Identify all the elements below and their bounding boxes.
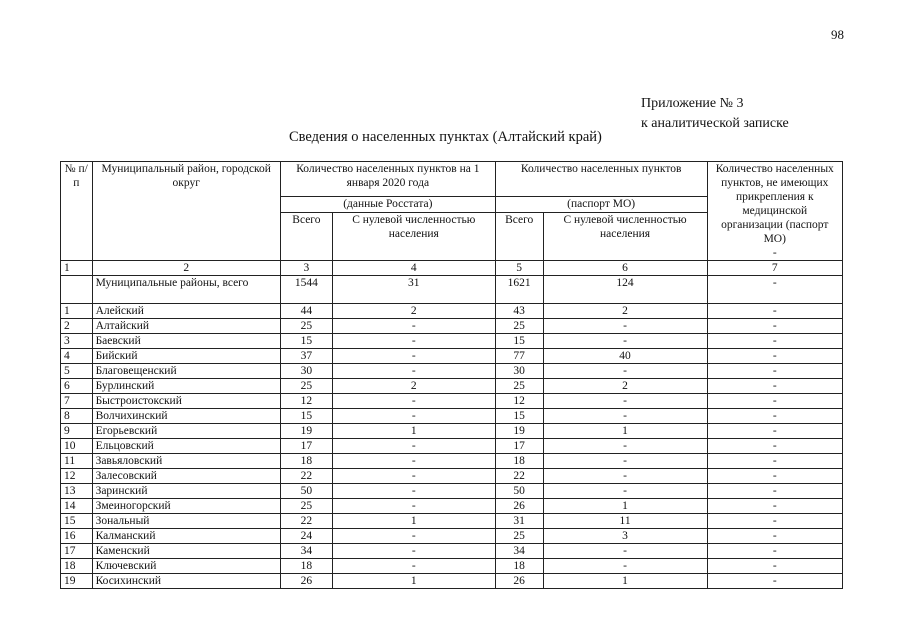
row-rosstat-total: 37 bbox=[280, 349, 332, 364]
row-district-name: Косихинский bbox=[92, 574, 280, 589]
row-num-cell: 18 bbox=[61, 559, 93, 574]
row-num-cell: 12 bbox=[61, 469, 93, 484]
table-row bbox=[61, 469, 843, 484]
table-row bbox=[61, 514, 843, 529]
row-no-attachment: - bbox=[707, 454, 842, 469]
row-passport-total: 34 bbox=[495, 544, 543, 559]
table-row bbox=[61, 394, 843, 409]
row-no-attachment: - bbox=[707, 334, 842, 349]
row-passport-total: 25 bbox=[495, 529, 543, 544]
row-rosstat-total: 30 bbox=[280, 364, 332, 379]
row-rosstat-total: 15 bbox=[280, 334, 332, 349]
row-rosstat-total: 12 bbox=[280, 394, 332, 409]
row-rosstat-total: 44 bbox=[280, 304, 332, 319]
row-passport-zero: - bbox=[543, 454, 707, 469]
row-num-cell: 3 bbox=[61, 334, 93, 349]
row-passport-total: 26 bbox=[495, 574, 543, 589]
row-rosstat-total: 19 bbox=[280, 424, 332, 439]
row-rosstat-zero: - bbox=[332, 499, 495, 514]
row-no-attachment: - bbox=[707, 439, 842, 454]
header-rosstat-total: Всего bbox=[280, 213, 332, 261]
row-passport-zero: - bbox=[543, 484, 707, 499]
row-num-cell: 8 bbox=[61, 409, 93, 424]
row-no-attachment: - bbox=[707, 469, 842, 484]
appendix-note bbox=[641, 94, 789, 134]
row-passport-zero: - bbox=[543, 409, 707, 424]
table-row bbox=[61, 409, 843, 424]
row-passport-total: 31 bbox=[495, 514, 543, 529]
row-rosstat-total: 25 bbox=[280, 499, 332, 514]
row-district-name: Баевский bbox=[92, 334, 280, 349]
table-row bbox=[61, 424, 843, 439]
table-row bbox=[61, 349, 843, 364]
row-passport-total: 18 bbox=[495, 454, 543, 469]
header-num: № п/п bbox=[61, 162, 93, 261]
row-rosstat-zero: 2 bbox=[332, 379, 495, 394]
table-row bbox=[61, 364, 843, 379]
table-row bbox=[61, 484, 843, 499]
row-num-cell: 10 bbox=[61, 439, 93, 454]
row-rosstat-zero: - bbox=[332, 484, 495, 499]
table-row bbox=[61, 334, 843, 349]
row-district-name: Егорьевский bbox=[92, 424, 280, 439]
row-num-cell: 19 bbox=[61, 574, 93, 589]
table-row bbox=[61, 574, 843, 589]
row-passport-total: 50 bbox=[495, 484, 543, 499]
row-passport-zero: - bbox=[543, 319, 707, 334]
row-passport-zero: 2 bbox=[543, 379, 707, 394]
row-rosstat-total: 22 bbox=[280, 469, 332, 484]
row-passport-total: 12 bbox=[495, 394, 543, 409]
row-rosstat-zero: - bbox=[332, 469, 495, 484]
row-passport-zero: 11 bbox=[543, 514, 707, 529]
row-no-attachment: - bbox=[707, 394, 842, 409]
row-passport-zero: 3 bbox=[543, 529, 707, 544]
row-no-attachment: - bbox=[707, 349, 842, 364]
appendix-line-2: к аналитической записке bbox=[641, 116, 789, 131]
row-passport-total: 15 bbox=[495, 409, 543, 424]
row-district-name: Зональный bbox=[92, 514, 280, 529]
row-no-attachment: - bbox=[707, 544, 842, 559]
row-rosstat-total: 17 bbox=[280, 439, 332, 454]
table-row bbox=[61, 454, 843, 469]
summary-row bbox=[61, 276, 843, 304]
row-num-cell: 6 bbox=[61, 379, 93, 394]
table-row bbox=[61, 559, 843, 574]
row-district-name: Каменский bbox=[92, 544, 280, 559]
row-rosstat-zero: 2 bbox=[332, 304, 495, 319]
row-passport-total: 26 bbox=[495, 499, 543, 514]
row-no-attachment: - bbox=[707, 379, 842, 394]
table-row bbox=[61, 439, 843, 454]
column-number: 2 bbox=[92, 261, 280, 276]
header-no-attachment-dash: - bbox=[772, 247, 777, 259]
row-rosstat-zero: - bbox=[332, 559, 495, 574]
row-passport-total: 25 bbox=[495, 319, 543, 334]
column-number: 5 bbox=[495, 261, 543, 276]
row-district-name: Волчихинский bbox=[92, 409, 280, 424]
table-body bbox=[61, 276, 843, 589]
table-row bbox=[61, 319, 843, 334]
row-no-attachment: - bbox=[707, 529, 842, 544]
row-district-name: Бийский bbox=[92, 349, 280, 364]
row-passport-zero: - bbox=[543, 544, 707, 559]
header-no-attachment-text: Количество населенных пунктов, не имеющих прикрепления к медицинской организации (паспорт МО) bbox=[715, 163, 834, 245]
row-passport-zero: 1 bbox=[543, 574, 707, 589]
summary-rosstat-total: 1544 bbox=[280, 276, 332, 304]
row-no-attachment: - bbox=[707, 409, 842, 424]
table-row bbox=[61, 499, 843, 514]
row-no-attachment: - bbox=[707, 364, 842, 379]
row-district-name: Ключевский bbox=[92, 559, 280, 574]
row-passport-zero: - bbox=[543, 469, 707, 484]
row-rosstat-zero: - bbox=[332, 454, 495, 469]
summary-label: Муниципальные районы, всего bbox=[92, 276, 280, 304]
row-district-name: Заринский bbox=[92, 484, 280, 499]
row-district-name: Змеиногорский bbox=[92, 499, 280, 514]
row-district-name: Бурлинский bbox=[92, 379, 280, 394]
table-row bbox=[61, 529, 843, 544]
row-rosstat-total: 24 bbox=[280, 529, 332, 544]
row-rosstat-total: 50 bbox=[280, 484, 332, 499]
table-row bbox=[61, 304, 843, 319]
row-district-name: Залесовский bbox=[92, 469, 280, 484]
row-num-cell: 4 bbox=[61, 349, 93, 364]
summary-num-cell bbox=[61, 276, 93, 304]
column-number: 3 bbox=[280, 261, 332, 276]
row-no-attachment: - bbox=[707, 574, 842, 589]
row-rosstat-zero: 1 bbox=[332, 574, 495, 589]
row-num-cell: 7 bbox=[61, 394, 93, 409]
row-rosstat-total: 22 bbox=[280, 514, 332, 529]
row-rosstat-zero: - bbox=[332, 529, 495, 544]
row-num-cell: 1 bbox=[61, 304, 93, 319]
row-district-name: Благовещенский bbox=[92, 364, 280, 379]
row-rosstat-zero: - bbox=[332, 544, 495, 559]
header-district: Муниципальный район, городской округ bbox=[92, 162, 280, 261]
page-number: 98 bbox=[831, 27, 844, 42]
row-num-cell: 15 bbox=[61, 514, 93, 529]
row-rosstat-total: 18 bbox=[280, 559, 332, 574]
row-num-cell: 11 bbox=[61, 454, 93, 469]
row-num-cell: 14 bbox=[61, 499, 93, 514]
table-header bbox=[61, 162, 843, 276]
row-passport-zero: - bbox=[543, 394, 707, 409]
appendix-line-1: Приложение № 3 bbox=[641, 96, 744, 111]
row-passport-total: 19 bbox=[495, 424, 543, 439]
row-passport-total: 22 bbox=[495, 469, 543, 484]
row-no-attachment: - bbox=[707, 559, 842, 574]
row-num-cell: 17 bbox=[61, 544, 93, 559]
header-no-attachment bbox=[707, 162, 842, 261]
row-passport-zero: 1 bbox=[543, 424, 707, 439]
row-passport-zero: - bbox=[543, 364, 707, 379]
row-passport-zero: - bbox=[543, 559, 707, 574]
header-passport-source: (паспорт МО) bbox=[495, 196, 707, 212]
summary-rosstat-zero: 31 bbox=[332, 276, 495, 304]
row-passport-total: 15 bbox=[495, 334, 543, 349]
column-number: 4 bbox=[332, 261, 495, 276]
summary-passport-total: 1621 bbox=[495, 276, 543, 304]
row-num-cell: 16 bbox=[61, 529, 93, 544]
row-district-name: Завьяловский bbox=[92, 454, 280, 469]
row-rosstat-total: 18 bbox=[280, 454, 332, 469]
table-row bbox=[61, 379, 843, 394]
row-passport-zero: 40 bbox=[543, 349, 707, 364]
row-rosstat-zero: - bbox=[332, 439, 495, 454]
row-rosstat-zero: - bbox=[332, 349, 495, 364]
settlements-table bbox=[60, 161, 843, 589]
header-passport-total: Всего bbox=[495, 213, 543, 261]
header-passport-group: Количество населенных пунктов bbox=[495, 162, 707, 197]
row-rosstat-zero: 1 bbox=[332, 514, 495, 529]
row-district-name: Алейский bbox=[92, 304, 280, 319]
row-rosstat-zero: - bbox=[332, 364, 495, 379]
row-passport-zero: - bbox=[543, 334, 707, 349]
row-rosstat-total: 15 bbox=[280, 409, 332, 424]
table-row bbox=[61, 544, 843, 559]
row-no-attachment: - bbox=[707, 424, 842, 439]
row-rosstat-total: 34 bbox=[280, 544, 332, 559]
row-passport-total: 18 bbox=[495, 559, 543, 574]
column-number-row bbox=[61, 261, 843, 276]
row-rosstat-total: 26 bbox=[280, 574, 332, 589]
column-number: 6 bbox=[543, 261, 707, 276]
row-passport-total: 77 bbox=[495, 349, 543, 364]
summary-passport-zero: 124 bbox=[543, 276, 707, 304]
row-passport-zero: 2 bbox=[543, 304, 707, 319]
row-district-name: Алтайский bbox=[92, 319, 280, 334]
header-rosstat-zero-pop: С нулевой численностью населения bbox=[332, 213, 495, 261]
row-passport-total: 30 bbox=[495, 364, 543, 379]
row-passport-total: 25 bbox=[495, 379, 543, 394]
row-district-name: Быстроистокский bbox=[92, 394, 280, 409]
header-passport-zero-pop: С нулевой численностью населения bbox=[543, 213, 707, 261]
row-passport-total: 43 bbox=[495, 304, 543, 319]
summary-no-attachment: - bbox=[707, 276, 842, 304]
row-no-attachment: - bbox=[707, 484, 842, 499]
row-rosstat-zero: - bbox=[332, 394, 495, 409]
row-no-attachment: - bbox=[707, 319, 842, 334]
row-rosstat-zero: - bbox=[332, 319, 495, 334]
row-num-cell: 5 bbox=[61, 364, 93, 379]
header-rosstat-source: (данные Росстата) bbox=[280, 196, 495, 212]
row-num-cell: 2 bbox=[61, 319, 93, 334]
header-rosstat-group: Количество населенных пунктов на 1 января 2020 года bbox=[280, 162, 495, 197]
row-rosstat-zero: - bbox=[332, 334, 495, 349]
row-num-cell: 13 bbox=[61, 484, 93, 499]
row-rosstat-total: 25 bbox=[280, 319, 332, 334]
row-rosstat-zero: - bbox=[332, 409, 495, 424]
column-number: 7 bbox=[707, 261, 842, 276]
row-rosstat-total: 25 bbox=[280, 379, 332, 394]
row-passport-zero: 1 bbox=[543, 499, 707, 514]
row-passport-total: 17 bbox=[495, 439, 543, 454]
row-passport-zero: - bbox=[543, 439, 707, 454]
row-no-attachment: - bbox=[707, 514, 842, 529]
document-title: Сведения о населенных пунктах (Алтайский край) bbox=[289, 129, 602, 145]
row-no-attachment: - bbox=[707, 499, 842, 514]
row-district-name: Калманский bbox=[92, 529, 280, 544]
row-no-attachment: - bbox=[707, 304, 842, 319]
row-district-name: Ельцовский bbox=[92, 439, 280, 454]
column-number: 1 bbox=[61, 261, 93, 276]
row-rosstat-zero: 1 bbox=[332, 424, 495, 439]
row-num-cell: 9 bbox=[61, 424, 93, 439]
